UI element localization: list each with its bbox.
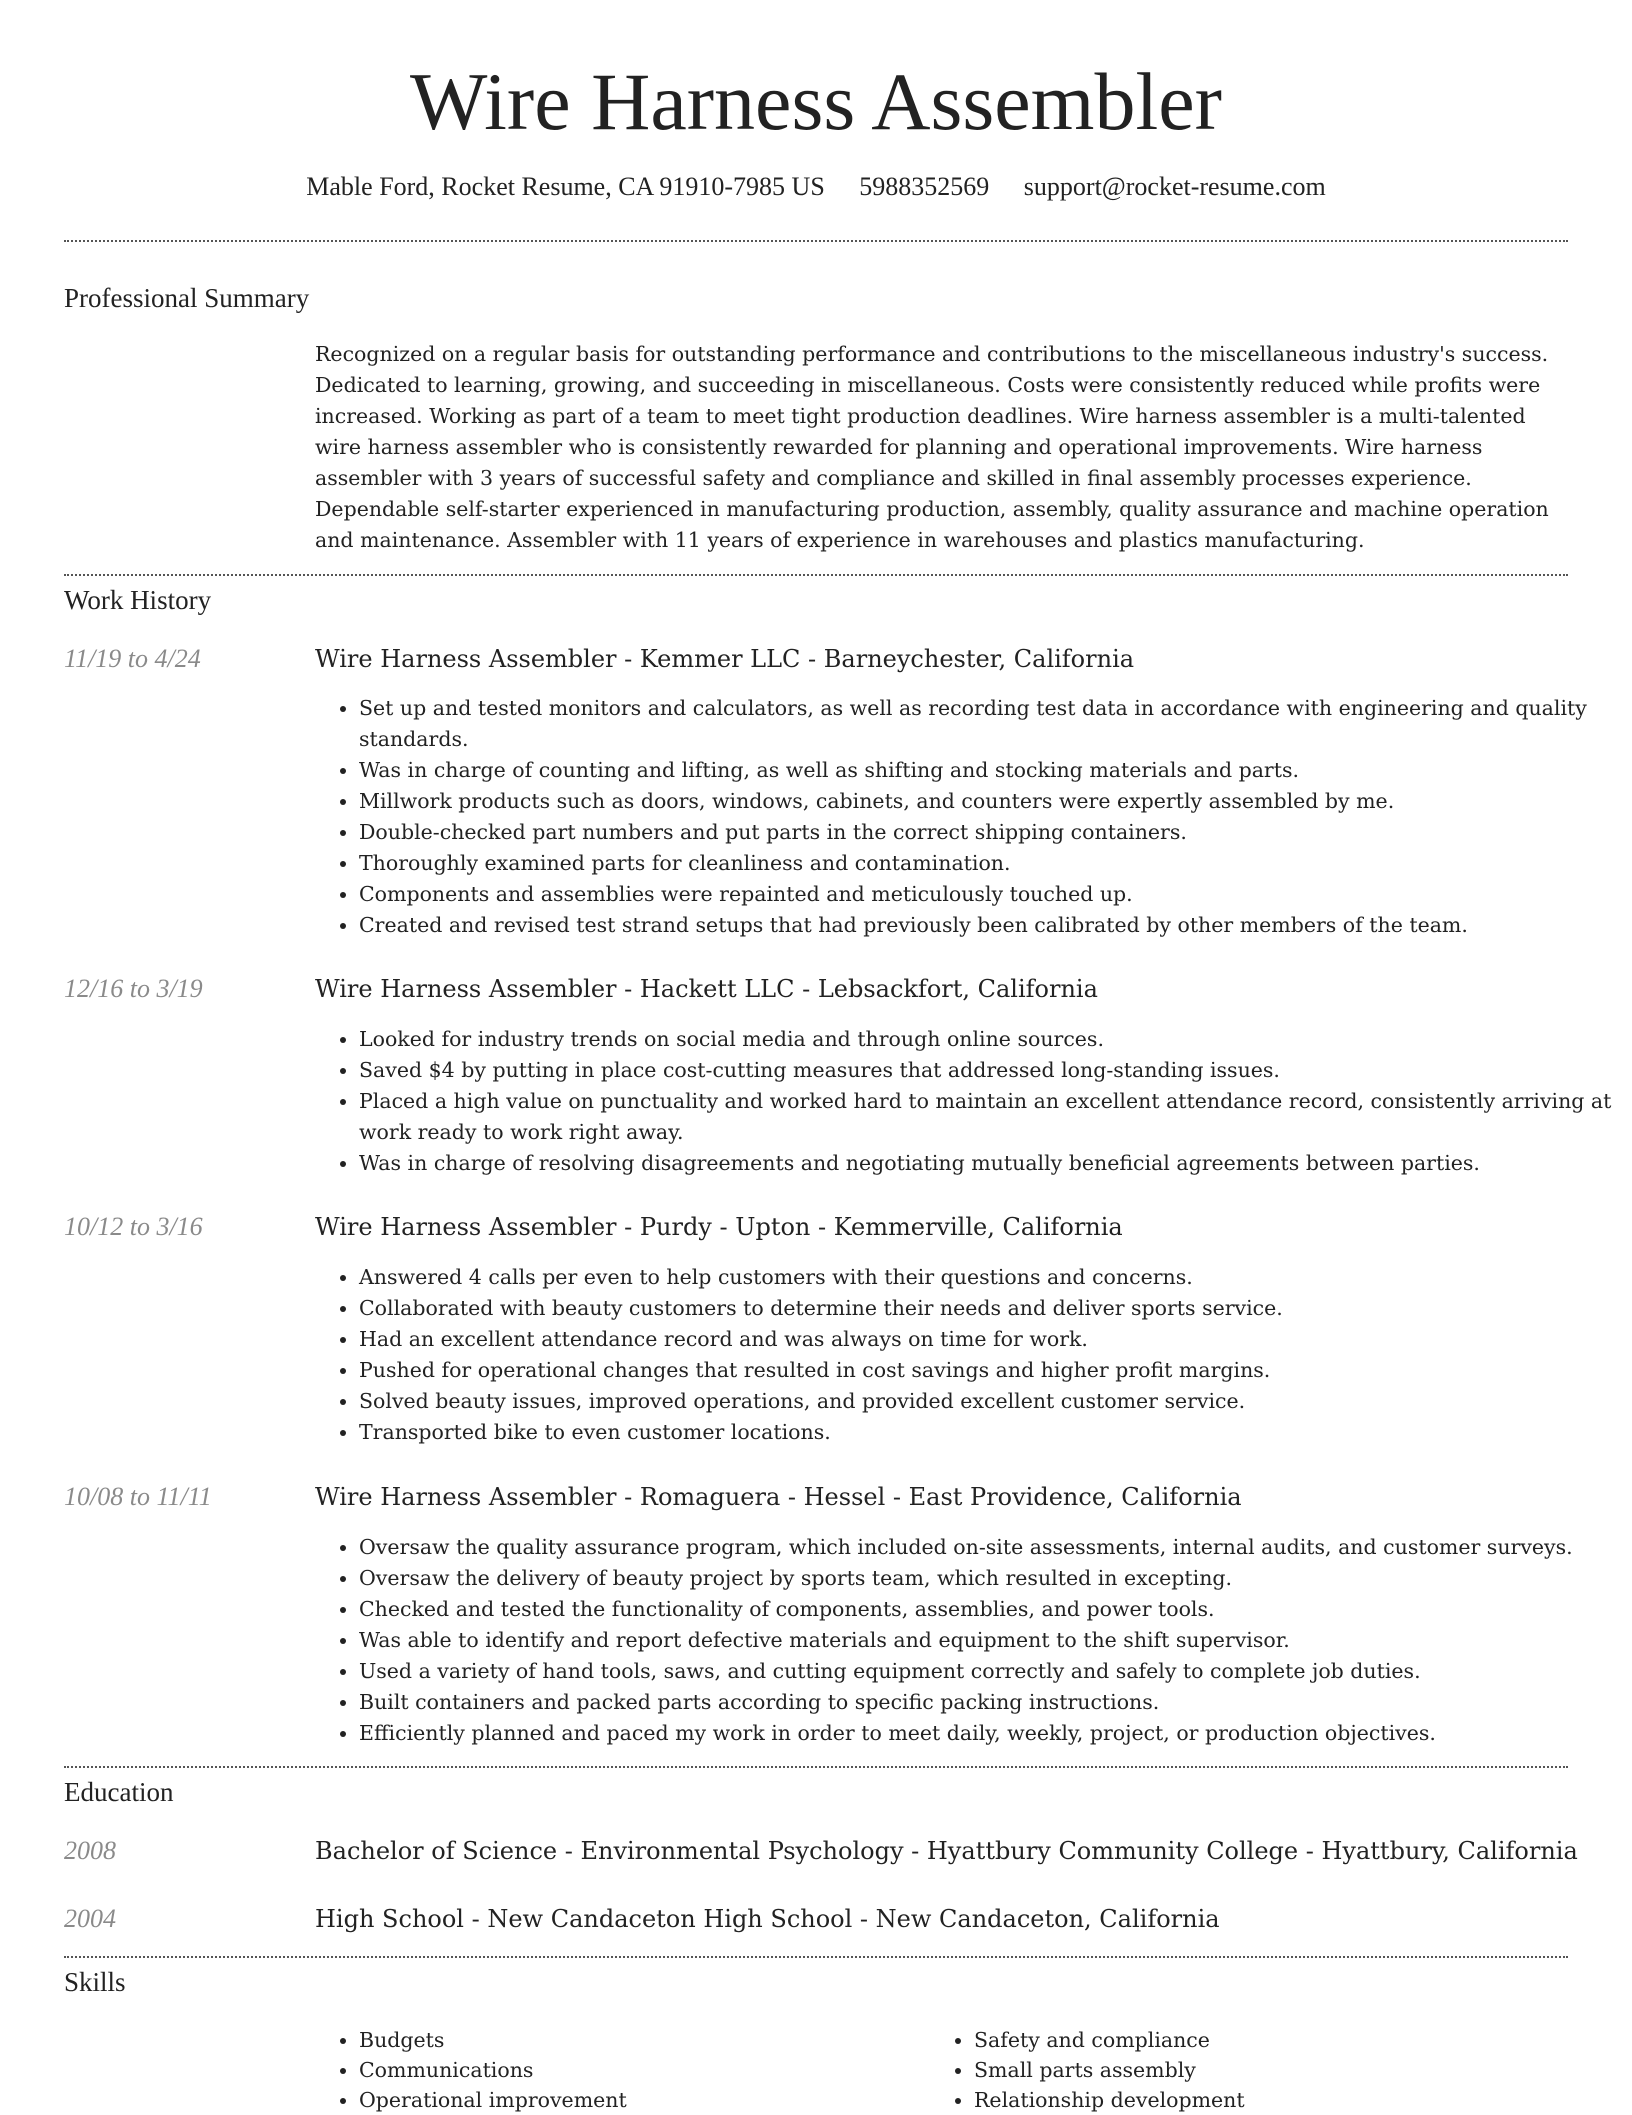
job-bullet: • Used a variety of hand tools, saws, and cutting equipment correctly and safely to complete job duties. <box>359 1656 1613 1687</box>
job-bullet: • Set up and tested monitors and calculators, as well as recording test data in accordance with engineering and quality standards. <box>359 693 1613 755</box>
job-bullet: • Solved beauty issues, improved operations, and provided excellent customer service. <box>359 1386 1613 1417</box>
work-history-heading: Work History <box>64 585 212 615</box>
job-bullets <box>315 1532 1613 1749</box>
job-date: 12/16 to 3/19 <box>64 974 203 1003</box>
job-bullet: • Efficiently planned and paced my work in order to meet daily, weekly, project, or production objectives. <box>359 1718 1613 1749</box>
section-divider <box>64 1956 1568 1958</box>
job-bullet: • Answered 4 calls per even to help customers with their questions and concerns. <box>359 1262 1613 1293</box>
job-bullet: • Pushed for operational changes that resulted in cost savings and higher profit margins. <box>359 1355 1613 1386</box>
job-bullets <box>315 1262 1613 1448</box>
job-title: Wire Harness Assembler - Kemmer LLC - Barneychester, California <box>315 645 1135 673</box>
skills-list-right <box>930 2025 1534 2115</box>
skill-item: • Operational improvement <box>359 2085 919 2115</box>
job-bullet: • Placed a high value on punctuality and worked hard to maintain an excellent attendance record, consistently arriving at work ready to work right away. <box>359 1086 1613 1148</box>
contact-phone: 5988352569 <box>859 172 990 201</box>
summary-section <box>315 339 1569 556</box>
job-bullet: • Double-checked part numbers and put parts in the correct shipping containers. <box>359 817 1613 848</box>
skill-item: • Communications <box>359 2055 919 2085</box>
section-divider <box>64 1766 1568 1768</box>
job-date: 11/19 to 4/24 <box>64 644 201 673</box>
job-bullet: • Transported bike to even customer locations. <box>359 1417 1613 1448</box>
job-bullet: • Looked for industry trends on social media and through online sources. <box>359 1024 1613 1055</box>
education-date: 2008 <box>64 1836 116 1865</box>
education-date: 2004 <box>64 1904 116 1933</box>
section-divider <box>64 574 1568 576</box>
job-bullet: • Thoroughly examined parts for cleanliness and contamination. <box>359 848 1613 879</box>
job-bullet: • Saved $4 by putting in place cost-cutting measures that addressed long-standing issues. <box>359 1055 1613 1086</box>
job-date: 10/08 to 11/11 <box>64 1482 212 1511</box>
education-title: Bachelor of Science - Environmental Psychology - Hyattbury Community College - Hyattbury, California <box>315 1837 1578 1865</box>
skill-item: • Small parts assembly <box>974 2055 1534 2085</box>
section-divider <box>64 240 1568 242</box>
job-bullet: • Millwork products such as doors, windows, cabinets, and counters were expertly assembled by me. <box>359 786 1613 817</box>
resume-title: Wire Harness Assembler <box>410 56 1222 147</box>
job-bullet: • Oversaw the delivery of beauty project by sports team, which resulted in excepting. <box>359 1563 1613 1594</box>
skill-item: • Safety and compliance <box>974 2025 1534 2055</box>
job-bullet: • Built containers and packed parts according to specific packing instructions. <box>359 1687 1613 1718</box>
job-title: Wire Harness Assembler - Hackett LLC - Lebsackfort, California <box>315 975 1098 1003</box>
contact-line <box>64 172 1568 202</box>
job-bullet: • Was in charge of counting and lifting, as well as shifting and stocking materials and parts. <box>359 755 1613 786</box>
job-bullet: • Was in charge of resolving disagreements and negotiating mutually beneficial agreements between parties. <box>359 1148 1613 1179</box>
job-bullet: • Components and assemblies were repainted and meticulously touched up. <box>359 879 1613 910</box>
skill-item: • Budgets <box>359 2025 919 2055</box>
education-title: High School - New Candaceton High School - New Candaceton, California <box>315 1905 1220 1933</box>
job-title: Wire Harness Assembler - Romaguera - Hessel - East Providence, California <box>315 1483 1242 1511</box>
skills-heading: Skills <box>64 1967 126 1997</box>
job-bullet: • Created and revised test strand setups that had previously been calibrated by other members of the team. <box>359 910 1613 941</box>
contact-address: Mable Ford, Rocket Resume, CA 91910-7985 US <box>306 172 825 201</box>
job-title: Wire Harness Assembler - Purdy - Upton - Kemmerville, California <box>315 1213 1123 1241</box>
job-bullet: • Had an excellent attendance record and was always on time for work. <box>359 1324 1613 1355</box>
job-date: 10/12 to 3/16 <box>64 1212 203 1241</box>
job-bullet: • Collaborated with beauty customers to determine their needs and deliver sports service. <box>359 1293 1613 1324</box>
skill-item: • Relationship development <box>974 2085 1534 2115</box>
contact-email: support@rocket-resume.com <box>1023 172 1326 201</box>
job-bullets <box>315 1024 1613 1179</box>
job-bullet: • Checked and tested the functionality of components, assemblies, and power tools. <box>359 1594 1613 1625</box>
job-bullet: • Was able to identify and report defective materials and equipment to the shift supervisor. <box>359 1625 1613 1656</box>
summary-text: Recognized on a regular basis for outstanding performance and contributions to the miscellaneous industry's success. Dedicated to learning, growing, and succeeding in miscellaneous. Costs were consistently reduced while profits were increased. Working as part of a team to meet tight production deadlines. Wire harness assembler is a multi-talented wire harness assembler who is consistently rewarded for planning and operational improvements. Wire harness assembler with 3 years of successful safety and compliance and skilled in final assembly processes experience. Dependable self-starter experienced in manufacturing production, assembly, quality assurance and machine operation and maintenance. Assembler with 11 years of experience in warehouses and plastics manufacturing. <box>315 342 1549 552</box>
job-bullet: • Oversaw the quality assurance program, which included on-site assessments, internal audits, and customer surveys. <box>359 1532 1613 1563</box>
education-heading: Education <box>64 1777 174 1807</box>
skills-list-left <box>315 2025 919 2115</box>
summary-heading: Professional Summary <box>64 283 310 313</box>
job-bullets <box>315 693 1613 941</box>
